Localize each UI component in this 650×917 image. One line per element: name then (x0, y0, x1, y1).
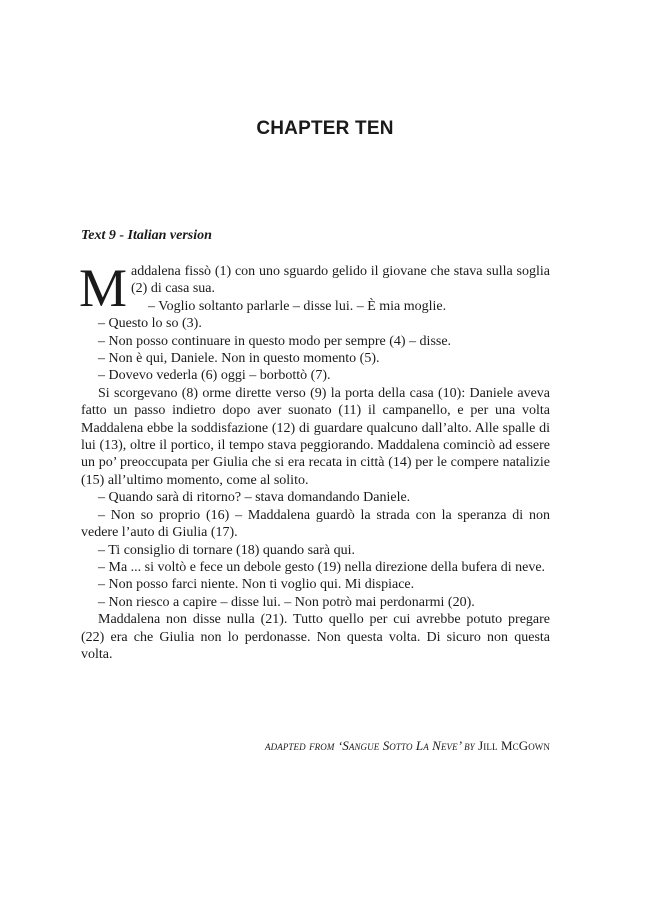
paragraph-6: – Dovevo vederla (6) oggi – borbottò (7). (98, 368, 331, 384)
paragraph-11: – Ma ... si voltò e fece un debole gesto (19) nella direzione della bufera di neve. (98, 559, 546, 575)
paragraph-3: – Questo lo so (3). (98, 316, 202, 332)
source-author: Jill McGown (478, 738, 550, 753)
paragraph-13: – Non riesco a capire – disse lui. – Non potrò mai perdonarmi (20). (98, 594, 475, 610)
paragraph-8: – Quando sarà di ritorno? – stava domandando Daniele. (98, 490, 411, 506)
paragraph-1: Maddalena fissò (1) con uno sguardo gelido il giovane che stava sulla soglia (2) di casa sua. (79, 258, 550, 318)
drop-cap: M (79, 258, 128, 318)
paragraph-14: Maddalena non disse nulla (21). Tutto quello per cui avrebbe potuto pregare (22) era che Giulia non lo perdonasse. Non questa volta. Di sicuro non questa volta. (81, 612, 550, 662)
body-text (79, 258, 550, 663)
section-heading: Text 9 - Italian version (81, 228, 212, 243)
paragraph-7: Si scorgevano (8) orme dirette verso (9) la porta della casa (10): Daniele aveva fatto un passo indietro dopo aver suonato (11) il campanello, e per una volta Maddalena ebbe la soddisfazione (12) di guardare qualcuno dall’alto. Alle spalle di lui (13), oltre il portico, il tempo stava peggiorando. Maddalena cominciò ad essere un po’ preoccupata per Giulia che si era recata in città (14) per le compere natalizie (15) all’ultimo momento, come al solito. (81, 385, 550, 488)
paragraph-10: – Ti consiglio di tornare (18) quando sarà qui. (98, 542, 356, 558)
chapter-title: CHAPTER TEN (256, 118, 394, 139)
paragraph-2: – Voglio soltanto parlarle – disse lui. – È mia moglie. (148, 298, 447, 314)
paragraph-9: – Non so proprio (16) – Maddalena guardò la strada con la speranza di non vedere l’auto di Giulia (17). (81, 507, 550, 541)
paragraph-12: – Non posso farci niente. Non ti voglio qui. Mi dispiace. (98, 577, 415, 593)
source-prefix: adapted from ‘Sangue Sotto La Neve’ by (265, 738, 475, 753)
paragraph-5: – Non è qui, Daniele. Non in questo momento (5). (98, 351, 380, 367)
source-attribution (265, 738, 550, 754)
paragraph-4: – Non posso continuare in questo modo per sempre (4) – disse. (98, 333, 452, 349)
